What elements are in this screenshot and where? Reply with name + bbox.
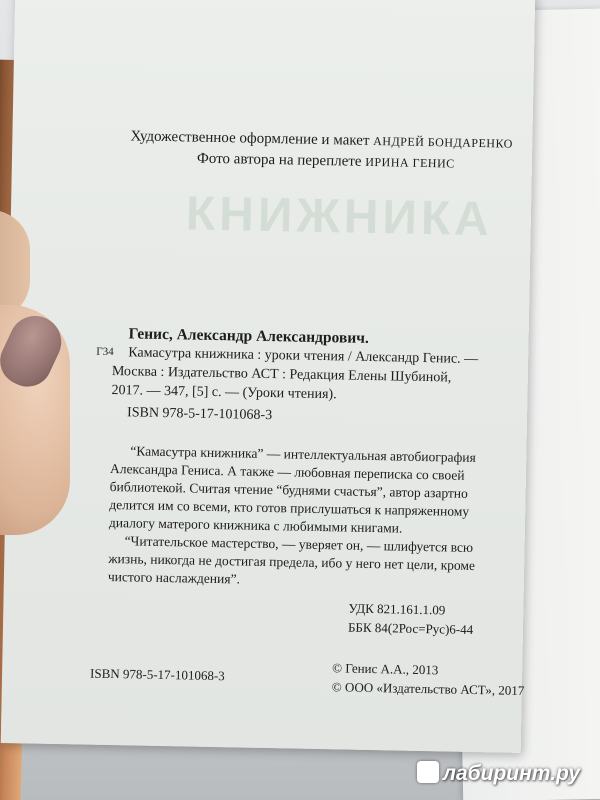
annotation-line-3: библиотекой. Считая чтение “буднями счастья”, автор азартно [109,478,468,501]
photographer-name: ИРИНА ГЕНИС [365,154,455,171]
designer-name: АНДРЕЙ БОНДАРЕНКО [373,133,514,151]
copyright-publisher: © ООО «Издательство АСТ», 2017 [331,679,525,698]
catalog-line-1: Камасутра книжника : уроки чтения / Александр Генис. — [128,345,479,368]
annotation-line-5: диалогу матерого книжника с любимыми книгами. [108,514,403,536]
footer-isbn: ISBN 978-5-17-101068-3 [89,665,225,684]
catalog-line-3: 2017. — 347, [5] с. — (Уроки чтения). [111,383,337,403]
photo-credit [197,151,455,173]
site-watermark [417,761,580,786]
watermark-text: лабиринт.ру [442,762,580,785]
bbk-code: ББК 84(2Рос=Рус)6-44 [347,619,474,637]
annotation-line-4: делится им со всеми, кто готов прислушаться к напряженному [109,496,470,519]
catalog-line-2: Москва : Издательство АСТ : Редакция Елены Шубиной, [111,364,452,386]
author-code: Г34 [96,345,114,359]
copyright-author: © Генис А.А., 2013 [332,660,439,678]
catalog-isbn: ISBN 978-5-17-101068-3 [126,405,273,424]
catalog-author-heading: Генис, Александр Александрович. [128,325,370,347]
book-page [1,0,535,753]
design-credit [130,128,513,152]
annotation-line-2: Александра Гениса. А также — любовная переписка со своей [109,460,465,483]
udk-code: УДК 821.161.1.09 [348,600,446,618]
design-credit-label: Художественное оформление и макет [130,128,374,149]
photo-credit-label: Фото автора на переплете [196,150,366,170]
labirint-logo-icon [417,761,439,783]
annotation-line-1: “Камасутра книжника” — интеллектуальная автобиография [130,443,476,466]
annotation-line-6: “Читательское мастерство, — уверяет он, — шлифуется всю [124,533,474,555]
annotation-line-8: чистого наслаждения”. [107,568,241,587]
annotation-line-7: жизнь, никогда не достигая предела, ибо у него нет цели, кроме [108,550,476,574]
show-through-title: КНИЖНИКА [185,187,494,247]
